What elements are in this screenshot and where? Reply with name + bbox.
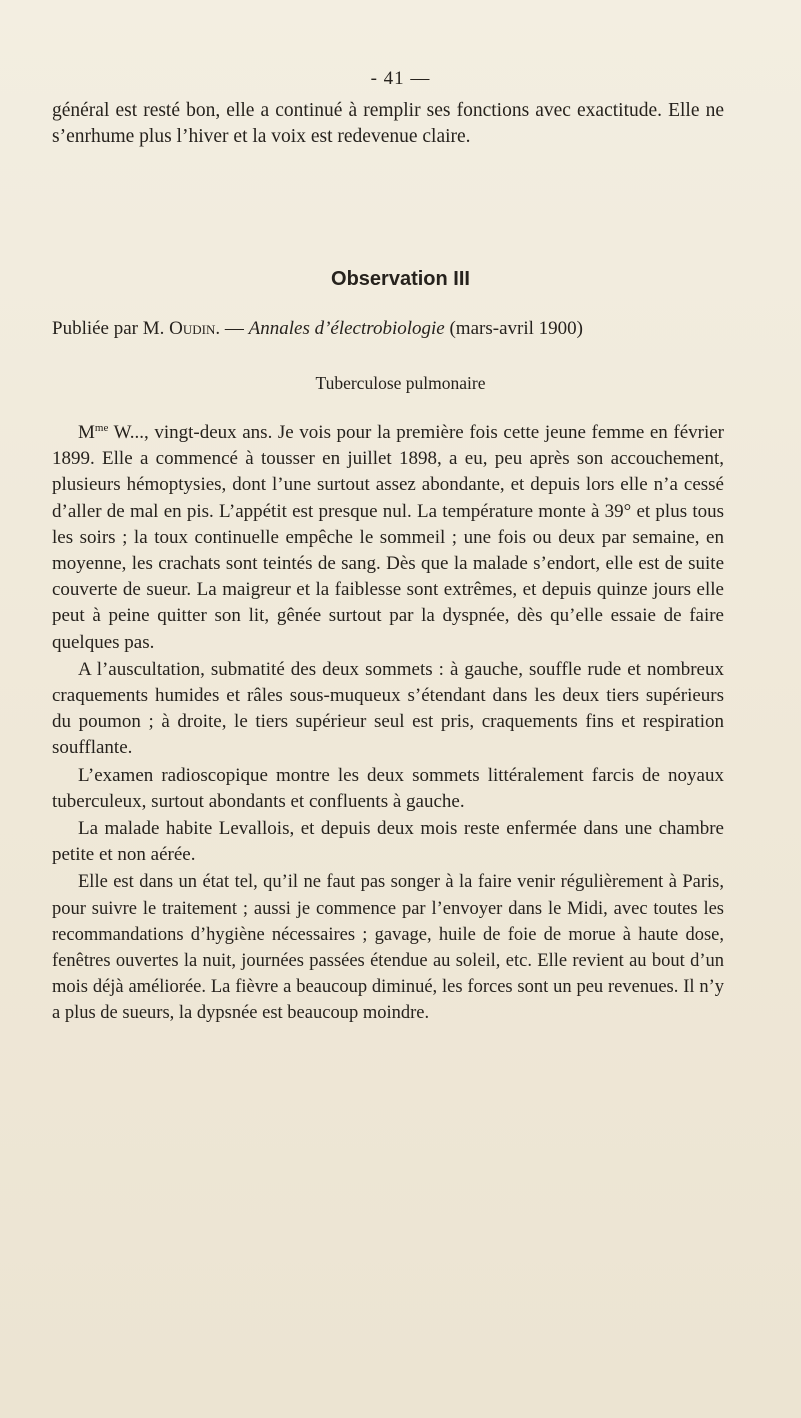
paragraph-radioscopy: L’examen radioscopique montre les deux sommets littéralement farcis de noyaux tuberculeux, surtout abondants et confluents à gauche. [52,764,724,812]
observation-subject: Tuberculose pulmonaire [315,373,486,393]
paragraph-case-history-text: W..., vingt-deux ans. Je vois pour la première fois cette jeune femme en février 1899. Elle a commencé à tousser en juillet 1898, a eu, peu après son accouchement, plusieurs hémoptysies, dont l’une surtout assez abondante, et depuis lors elle n’a cessé d’aller de mal en pis. L’appétit est presque nul. La température monte à 39° et plus tous les soirs ; la toux continuelle empêche le sommeil ; une fois ou deux par semaine, en moyenne, les crachats sont teintés de sang. Dès que la malade s’endort, elle est de suite couverte de sueur. La maigreur et la faiblesse sont extrêmes, et depuis quinze jours elle peut à peine quitter son lit, gênée surtout par la dyspnée, dès qu’elle essaie de faire quelques pas. [52,422,724,653]
source-date: (mars-avril 1900) [449,318,583,339]
observation-source [52,318,752,340]
paragraph-case-history [52,420,724,656]
main-text-block [52,420,724,1028]
source-author: Oudin. [169,318,221,339]
paragraph-residence: La malade habite Levallois, et depuis deux mois reste enfermée dans une chambre petite et non aérée. [52,818,724,866]
source-journal: Annales d’électrobiologie [248,318,445,339]
honorific-superscript: me [94,422,109,434]
page-number: - 41 — [370,68,431,89]
observation-title: Observation III [331,268,470,290]
intro-block [52,98,724,150]
source-prefix: Publiée par M. [52,318,165,339]
intro-paragraph: général est resté bon, elle a continué à remplir ses fonctions avec exactitude. Elle ne s’enrhume plus l’hiver et la voix est redevenue claire. [52,100,724,147]
honorific: M [78,422,95,443]
source-dash: — [224,318,244,339]
paragraph-auscultation: A l’auscultation, submatité des deux sommets : à gauche, souffle rude et nombreux craquements humides et râles sous-muqueux s’étendant dans les deux tiers supérieurs du poumon ; à droite, le tiers supérieur seul est pris, craquements fins et respiration soufflante. [52,658,724,759]
paragraph-treatment: Elle est dans un état tel, qu’il ne faut pas songer à la faire venir régulièrement à Paris, pour suivre le traitement ; aussi je commence par l’envoyer dans le Midi, avec toutes les recommandations d’hygiène nécessaires ; gavage, huile de foie de morue à haute dose, fenêtres ouvertes la nuit, journées passées étendue au soleil, etc. Elle revient au bout d’un mois déjà améliorée. La fièvre a beaucoup diminué, les forces sont un peu revenues. Il n’y a plus de sueurs, la dypsnée est beaucoup moindre. [52,872,724,1024]
